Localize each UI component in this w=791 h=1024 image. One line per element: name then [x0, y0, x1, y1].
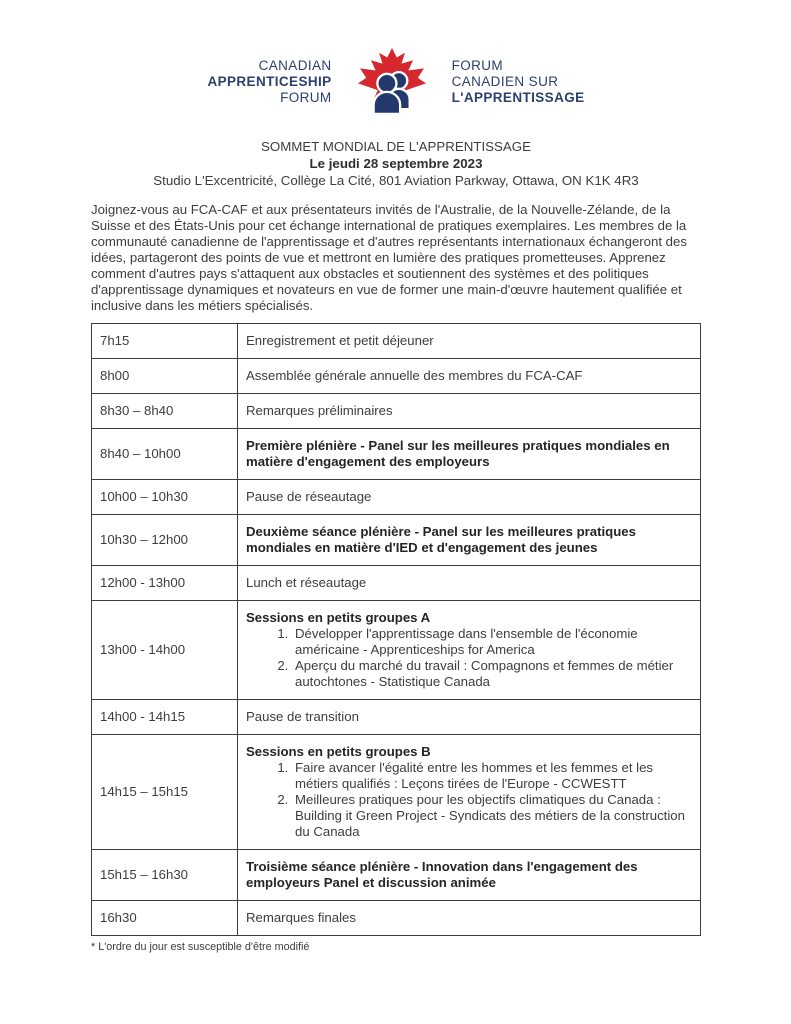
time-cell: 16h30 — [92, 901, 238, 936]
event-cell: Deuxième séance plénière - Panel sur les meilleures pratiques mondiales en matière d'IED et d'engagement des jeunes — [238, 515, 701, 566]
time-cell: 12h00 - 13h00 — [92, 566, 238, 601]
schedule-row — [92, 394, 701, 429]
session-item: 2. Aperçu du marché du travail : Compagnons et femmes de métier autochtones - Statistique Canada — [292, 658, 692, 690]
event-cell: Première plénière - Panel sur les meilleures pratiques mondiales en matière d'engagement des employeurs — [238, 429, 701, 480]
time-cell: 10h30 – 12h00 — [92, 515, 238, 566]
footnote: * L'ordre du jour est susceptible d'être modifié — [91, 941, 310, 953]
event-cell — [238, 601, 701, 700]
schedule-row — [92, 324, 701, 359]
logo-left-line: FORUM — [280, 90, 332, 105]
event-cell: Remarques préliminaires — [238, 394, 701, 429]
schedule-row — [92, 735, 701, 850]
session-item: 2. Meilleures pratiques pour les objectifs climatiques du Canada : Building it Green Project - Syndicats des métiers de la construction du Canada — [292, 792, 692, 840]
schedule-row — [92, 901, 701, 936]
schedule-table — [91, 323, 701, 936]
logo-left-line: CANADIAN — [258, 58, 332, 73]
schedule-row — [92, 429, 701, 480]
schedule-row — [92, 359, 701, 394]
event-cell: Lunch et réseautage — [238, 566, 701, 601]
time-cell: 8h40 – 10h00 — [92, 429, 238, 480]
event-cell: Remarques finales — [238, 901, 701, 936]
session-heading: Sessions en petits groupes B — [246, 744, 431, 759]
logo-right-line: L'APPRENTISSAGE — [451, 90, 585, 105]
schedule-row — [92, 515, 701, 566]
event-location: Studio L'Excentricité, Collège La Cité, 801 Aviation Parkway, Ottawa, ON K1K 4R3 — [153, 173, 639, 188]
logo-right-line: CANADIEN SUR — [451, 74, 559, 89]
event-cell: Pause de réseautage — [238, 480, 701, 515]
schedule-row — [92, 850, 701, 901]
event-cell — [238, 735, 701, 850]
event-date: Le jeudi 28 septembre 2023 — [309, 156, 483, 171]
session-item: 1. Faire avancer l'égalité entre les hommes et les femmes et les métiers qualifiés : Leçons tirées de l'Europe - CCWESTT — [292, 760, 692, 792]
event-cell: Pause de transition — [238, 700, 701, 735]
logo-left-line: APPRENTICESHIP — [207, 74, 332, 89]
event-cell: Enregistrement et petit déjeuner — [238, 324, 701, 359]
title-block — [91, 138, 701, 189]
maple-leaf-people-icon — [358, 45, 426, 119]
event-cell: Troisième séance plénière - Innovation dans l'engagement des employeurs Panel et discussion animée — [238, 850, 701, 901]
logo-right-text — [452, 58, 585, 106]
time-cell: 14h00 - 14h15 — [92, 700, 238, 735]
schedule-row — [92, 566, 701, 601]
session-item: 1. Développer l'apprentissage dans l'ensemble de l'économie américaine - Apprenticeships for America — [292, 626, 692, 658]
logo — [91, 42, 701, 122]
time-cell: 8h30 – 8h40 — [92, 394, 238, 429]
session-list — [246, 626, 692, 690]
logo-right-line: FORUM — [451, 58, 504, 73]
time-cell: 10h00 – 10h30 — [92, 480, 238, 515]
event-cell: Assemblée générale annuelle des membres du FCA-CAF — [238, 359, 701, 394]
time-cell: 13h00 - 14h00 — [92, 601, 238, 700]
time-cell: 7h15 — [92, 324, 238, 359]
schedule-row — [92, 700, 701, 735]
schedule-row — [92, 601, 701, 700]
session-list — [246, 760, 692, 840]
session-heading: Sessions en petits groupes A — [246, 610, 431, 625]
logo-left-text — [207, 58, 331, 106]
schedule-row — [92, 480, 701, 515]
time-cell: 14h15 – 15h15 — [92, 735, 238, 850]
intro-paragraph: Joignez-vous au FCA-CAF et aux présentateurs invités de l'Australie, de la Nouvelle-Zélande, de la Suisse et des États-Unis pour cet échange international de pratiques exemplaires. Les membres de la communauté canadienne de l'apprentissage et d'autres représentants internationaux échangeront des idées, partageront des points de vue et mettront en lumière des pratiques prometteuses. Apprenez comment d'autres pays s'attaquent aux obstacles et soutiennent des systèmes et des politiques d'apprentissage dynamiques et novateurs en vue de former une main-d'œuvre hautement qualifiée et inclusive dans les métiers spécialisés. — [91, 202, 687, 313]
time-cell: 8h00 — [92, 359, 238, 394]
event-title: SOMMET MONDIAL DE L'APPRENTISSAGE — [260, 139, 531, 154]
time-cell: 15h15 – 16h30 — [92, 850, 238, 901]
